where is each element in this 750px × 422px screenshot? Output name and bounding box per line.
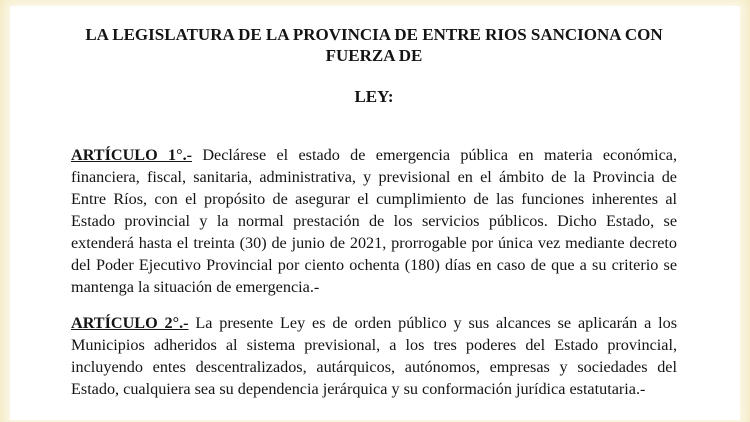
document-title: LA LEGISLATURA DE LA PROVINCIA DE ENTRE RIOS SANCIONA CON FUERZA DE: [85, 25, 663, 65]
article-1-text: Declárese el estado de emergencia pública en materia económica, financiera, fiscal, sanitaria, administrativa, y previsional en el ámbito de la Provincia de Entre Ríos, con el propósito de asegurar el cumplimiento de las funciones inherentes al Estado provincial y la normal prestación de los servicios públicos. Dicho Estado, se extenderá hasta el treinta (30) de junio de 2021, prorrogable por única vez mediante decreto del Poder Ejecutivo Provincial por ciento ochenta (180) días en caso de que a su criterio se mantenga la situación de emergencia.-: [71, 146, 677, 296]
document-body: [71, 24, 677, 400]
article-2-label: ARTÍCULO 2°.-: [71, 314, 189, 332]
article-1: [71, 144, 677, 298]
law-heading: LEY:: [354, 87, 394, 106]
article-2-text: La presente Ley es de orden público y sus alcances se aplicarán a los Municipios adheridos al sistema previsional, a los tres poderes del Estado provincial, incluyendo entes descentralizados, autárquicos, autónomos, empresas y sociedades del Estado, cualquiera sea su dependencia jerárquica y su conformación jurídica estatutaria.-: [71, 314, 677, 398]
article-1-label: ARTÍCULO 1°.-: [71, 146, 193, 164]
article-2: [71, 312, 677, 400]
